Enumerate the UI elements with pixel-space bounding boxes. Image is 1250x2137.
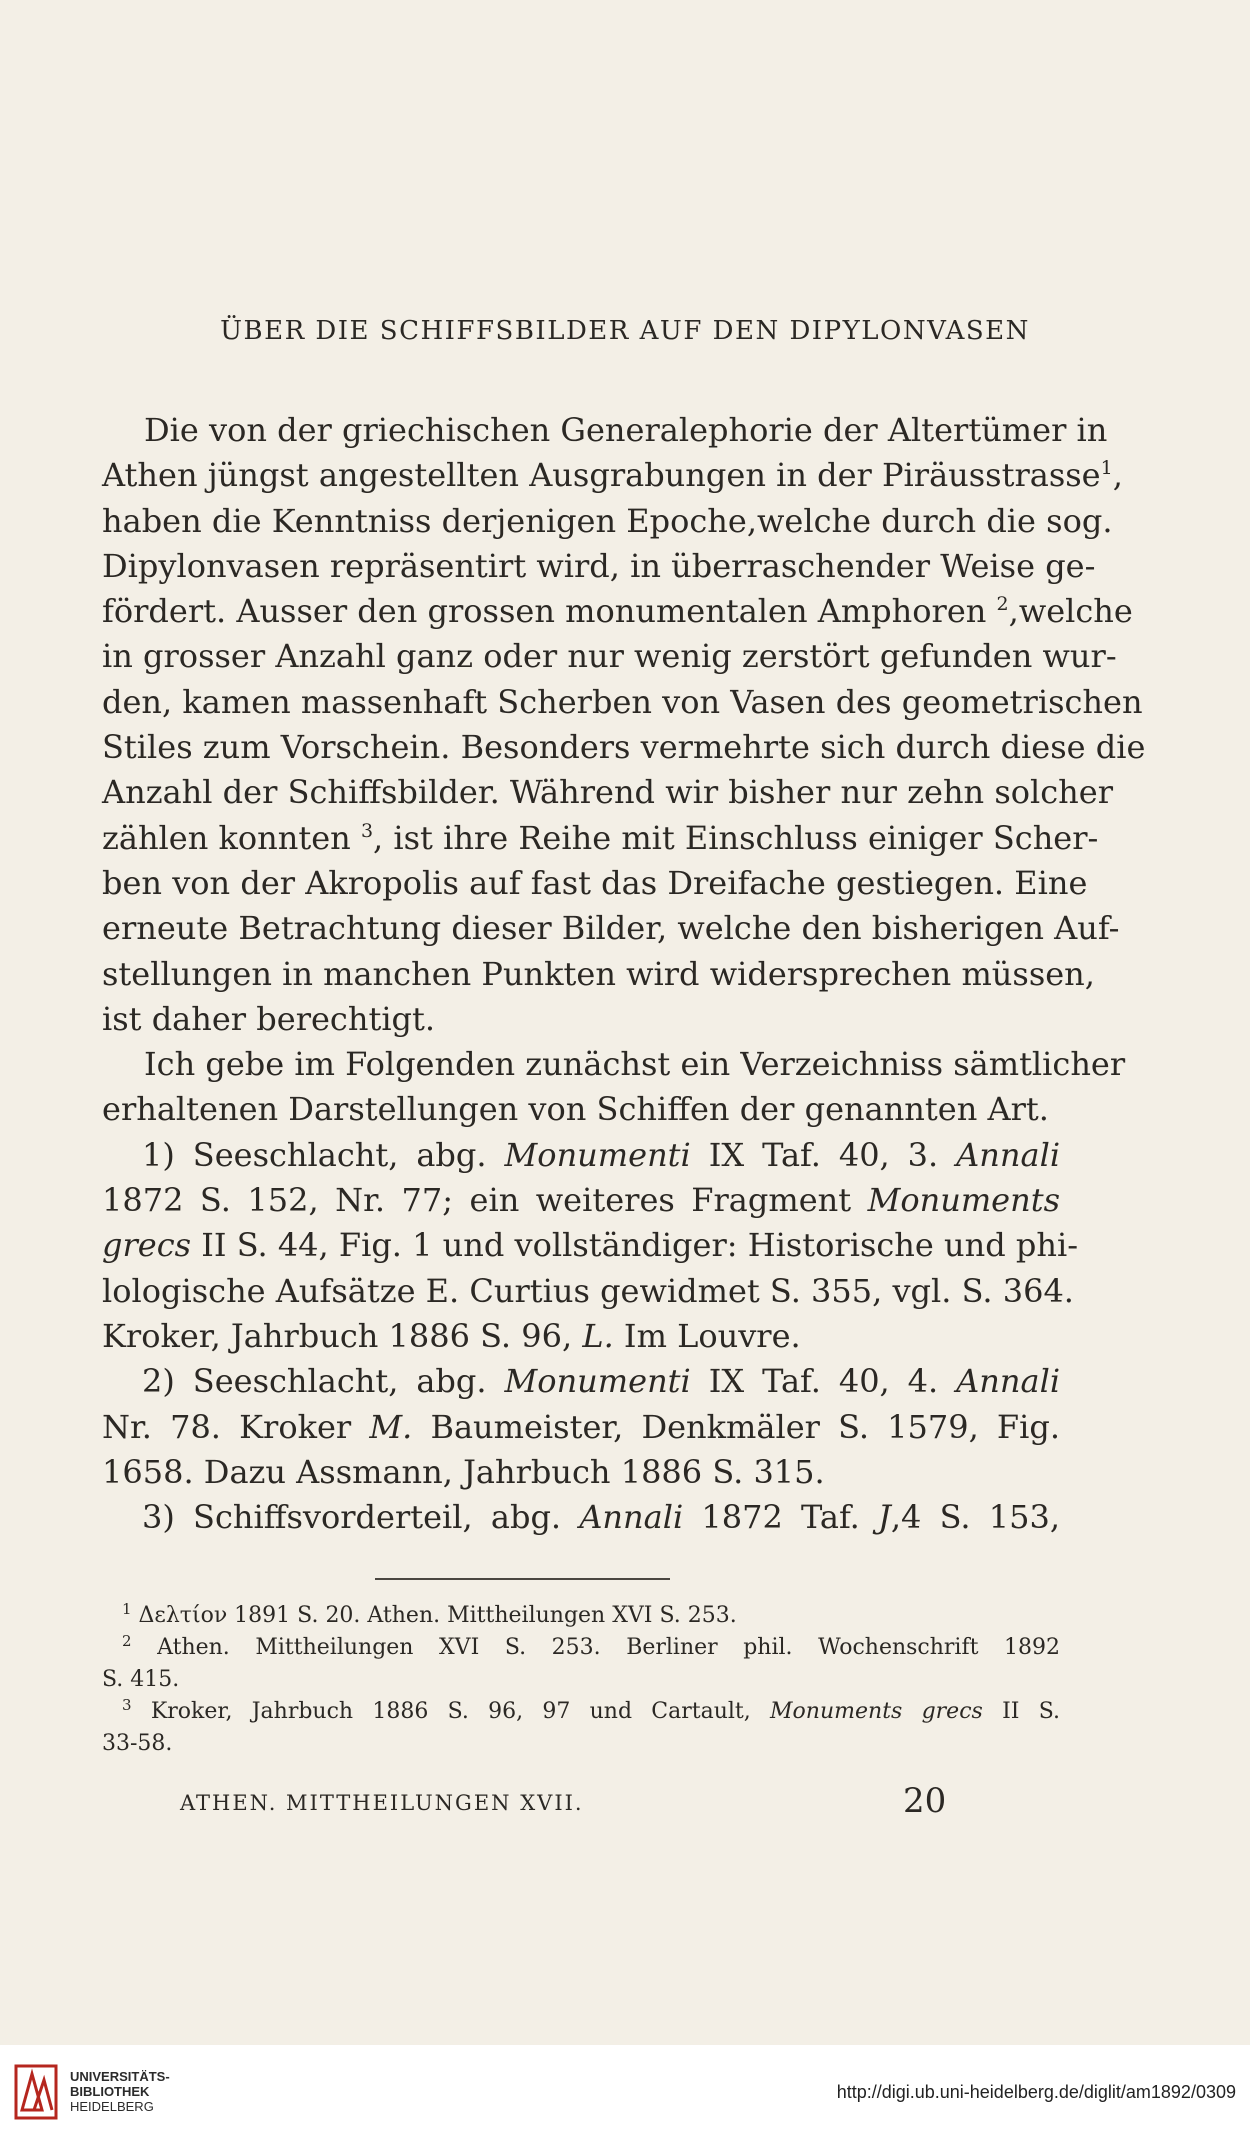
text-span: haben die Kenntniss derjenigen Epoche,welche durch die sog. [102, 501, 1113, 540]
footnote-2-continued [102, 1664, 1060, 1696]
footnote-text: Kroker, Jahrbuch 1886 S. 96, 97 und Cartault, [150, 1699, 751, 1724]
institution-line: BIBLIOTHEK [70, 2084, 150, 2099]
text-line [102, 499, 1113, 544]
institution-name [70, 2069, 170, 2114]
text-line [102, 997, 1060, 1042]
text-span: erneute Betrachtung dieser Bilder, welche den bisherigen Auf- [102, 909, 1120, 948]
text-span: IX Taf. 40, 3. [708, 1135, 939, 1174]
text-line [102, 1495, 1060, 1540]
footnote-text: Δελτίον 1891 S. 20. Athen. Mittheilungen XVI S. 253. [138, 1603, 737, 1628]
institution-line: HEIDELBERG [70, 2099, 154, 2114]
text-span: ben von der Akropolis auf fast das Dreifache gestiegen. Eine [102, 863, 1088, 902]
text-span: ist daher berechtigt. [102, 999, 436, 1038]
footnote-ref: 3 [360, 819, 374, 842]
italic-citation: Annali [956, 1362, 1061, 1401]
running-footer-title: ATHEN. MITTHEILUNGEN XVII. [180, 1791, 584, 1815]
italic-citation: Monumenti [504, 1362, 691, 1401]
text-line [102, 906, 1120, 951]
text-line [102, 1314, 1060, 1359]
footnote-text: S. 415. [102, 1667, 180, 1692]
italic-citation: M. [369, 1407, 413, 1446]
footnote-number: 1 [122, 1600, 132, 1618]
text-line [102, 1223, 1079, 1268]
text-line [102, 861, 1088, 906]
footnote-text: Athen. Mittheilungen XVI S. 253. Berliner phil. Wochenschrift 1892 [157, 1635, 1060, 1660]
source-url-link[interactable]: http://digi.ub.uni-heidelberg.de/diglit/am1892/0309 [836, 2082, 1236, 2102]
page-title: ÜBER DIE SCHIFFSBILDER AUF DEN DIPYLONVASEN [220, 316, 1030, 346]
text-span: , ist ihre Reihe mit Einschluss einiger Scher- [373, 818, 1099, 857]
text-span: stellungen in manchen Punkten wird widersprechen müssen, [102, 954, 1095, 993]
italic-citation: J [878, 1498, 891, 1537]
text-line [102, 544, 1096, 589]
footnote-2 [102, 1632, 1060, 1664]
text-span: den, kamen massenhaft Scherben von Vasen des geometrischen [102, 682, 1143, 721]
text-span: 2) Seeschlacht, abg. [142, 1362, 487, 1401]
footnote-3 [102, 1696, 1060, 1728]
italic-citation: Monuments grecs [770, 1699, 983, 1724]
text-line [102, 408, 1108, 453]
text-span: zählen konnten [102, 818, 351, 857]
text-line [102, 634, 1117, 679]
text-line [102, 1133, 1060, 1178]
text-span: Kroker, Jahrbuch 1886 S. 96, [102, 1316, 573, 1355]
university-library-logo-icon [14, 2060, 60, 2124]
text-span: 1872 S. 152, Nr. 77; ein weiteres Fragment [102, 1181, 852, 1220]
text-span: erhaltenen Darstellungen von Schiffen der genannten Art. [102, 1090, 1049, 1129]
text-line [102, 453, 1123, 498]
text-line [102, 1405, 1060, 1450]
italic-citation: L. [582, 1316, 614, 1355]
footnote-ref: 1 [1100, 457, 1113, 480]
text-span: Baumeister, Denkmäler S. 1579, Fig. [430, 1407, 1061, 1446]
text-span: in grosser Anzahl ganz oder nur wenig zerstört gefunden wur- [102, 637, 1117, 676]
text-line [102, 1359, 1060, 1404]
page-number: 20 [903, 1781, 947, 1821]
text-line [102, 952, 1095, 997]
text-span: 1872 Taf. [701, 1498, 860, 1537]
text-span: Im Louvre. [623, 1316, 801, 1355]
italic-citation: grecs [102, 1226, 192, 1265]
text-line [102, 1178, 1060, 1223]
italic-citation: Monuments [867, 1181, 1060, 1220]
footnote-divider [375, 1578, 670, 1580]
footnote-3-continued [102, 1728, 1060, 1760]
text-line [102, 816, 1099, 861]
text-span: Nr. 78. Kroker [102, 1407, 352, 1446]
text-span: lologische Aufsätze E. Curtius gewidmet S. 355, vgl. S. 364. [102, 1271, 1074, 1310]
text-span: Athen jüngst angestellten Ausgrabungen in der Piräusstrasse [102, 456, 1101, 495]
text-span: fördert. Ausser den grossen monumentalen Amphoren [102, 592, 987, 631]
text-line [102, 1087, 1060, 1132]
text-span: ,welche [1008, 592, 1133, 631]
text-span: 1658. Dazu Assmann, Jahrbuch 1886 S. 315. [102, 1452, 825, 1491]
text-span: Stiles zum Vorschein. Besonders vermehrte sich durch diese die [102, 728, 1146, 767]
text-line [102, 1450, 1060, 1495]
footnote-1 [102, 1600, 1060, 1632]
text-span: IX Taf. 40, 4. [708, 1362, 939, 1401]
italic-citation: Annali [956, 1135, 1061, 1174]
footnote-text: 33-58. [102, 1731, 173, 1756]
text-line [102, 589, 1133, 634]
text-span: Ich gebe im Folgenden zunächst ein Verzeichniss sämtlicher [144, 1045, 1126, 1084]
text-span: Die von der griechischen Generalephorie der Altertümer in [144, 411, 1108, 449]
text-line [102, 1269, 1074, 1314]
institution-line: UNIVERSITÄTS- [70, 2069, 170, 2084]
footnote-text: II S. [1002, 1699, 1060, 1724]
text-span: II S. 44, Fig. 1 und vollständiger: Historische und phi- [201, 1226, 1079, 1265]
footnote-number: 2 [122, 1632, 132, 1650]
italic-citation: Annali [579, 1498, 684, 1537]
text-line [102, 770, 1114, 815]
text-line [102, 1042, 1126, 1087]
text-span: Anzahl der Schiffsbilder. Während wir bisher nur zehn solcher [102, 773, 1114, 812]
footnotes [102, 1600, 1060, 1760]
italic-citation: Monumenti [504, 1135, 691, 1174]
text-line [102, 725, 1146, 770]
text-line [102, 680, 1143, 725]
text-span: , [1112, 456, 1123, 495]
text-span: Dipylonvasen repräsentirt wird, in überraschender Weise ge- [102, 546, 1096, 585]
body-text [102, 408, 1146, 1540]
footnote-number: 3 [122, 1696, 132, 1714]
text-span: 1) Seeschlacht, abg. [142, 1135, 487, 1174]
text-span: 3) Schiffsvorderteil, abg. [142, 1498, 562, 1537]
footnote-ref: 2 [996, 593, 1009, 616]
text-span: ,4 S. 153, [890, 1498, 1061, 1537]
